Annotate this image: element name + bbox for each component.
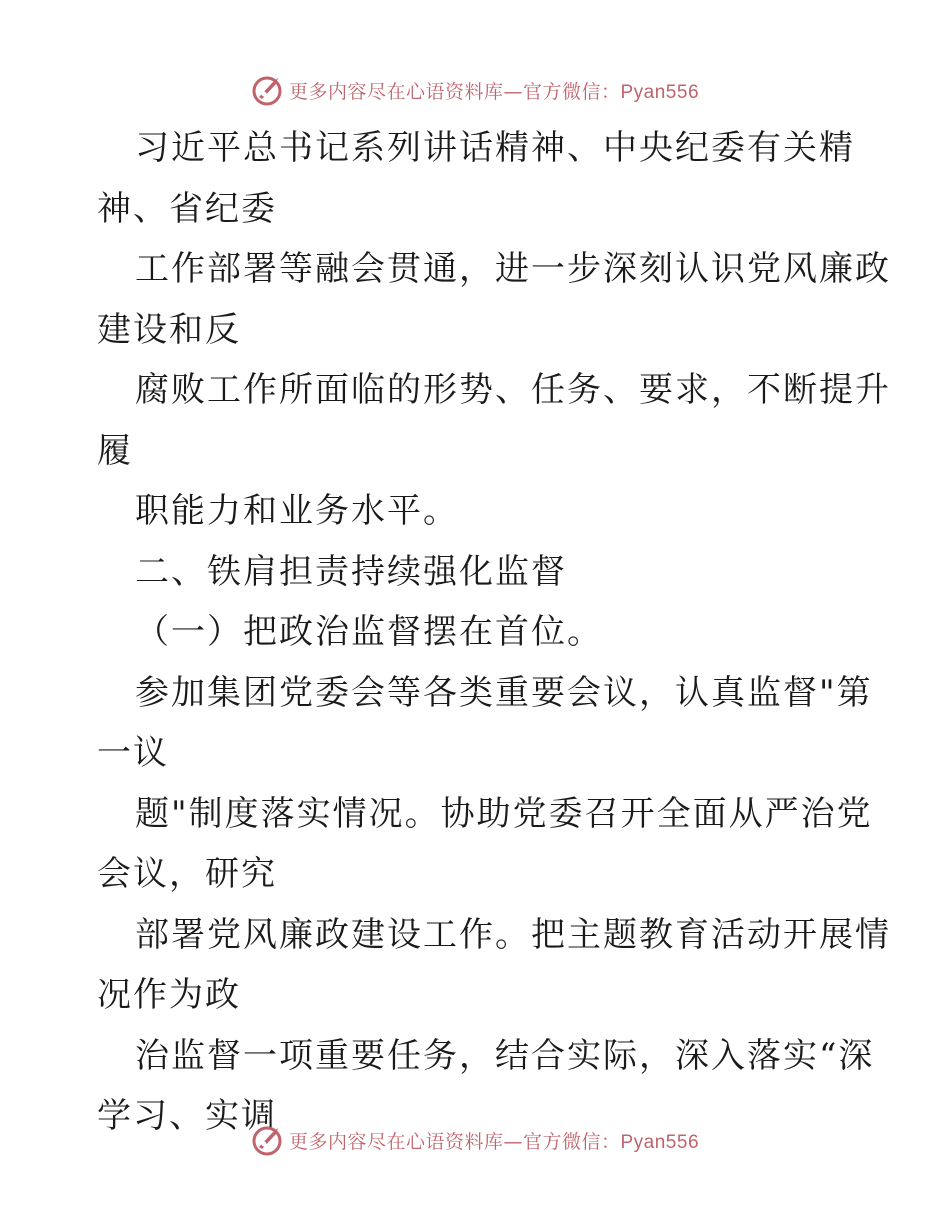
watermark-text <box>289 77 699 104</box>
text-line: 习近平总书记系列讲话精神、中央纪委有关精 <box>135 128 855 168</box>
watermark-label: 更多内容尽在心语资料库—官方微信： <box>288 80 621 103</box>
text-line: 二、铁肩担责持续强化监督 <box>135 551 567 592</box>
text-line: （一）把政治监督摆在首位。 <box>135 612 603 652</box>
watermark-text <box>289 1127 699 1154</box>
text-line: 工作部署等融会贯通，进一步深刻认识党风廉政 <box>135 249 891 289</box>
text-line: 部署党风廉政建设工作。把主题教育活动开展情 <box>135 914 891 955</box>
document-body <box>97 118 891 1147</box>
footer-watermark <box>0 1120 950 1160</box>
text-line: 建设和反 <box>97 309 241 350</box>
pen-logo-icon <box>251 1123 285 1157</box>
text-line: 职能力和业务水平。 <box>135 491 459 531</box>
watermark-label: 更多内容尽在心语资料库—官方微信： <box>288 1130 621 1153</box>
text-line: 一议 <box>97 733 169 773</box>
pen-logo-icon <box>251 73 285 107</box>
header-watermark <box>0 70 950 110</box>
text-line: 治监督一项重要任务，结合实际，深入落实“深 <box>135 1035 875 1076</box>
text-line: 况作为政 <box>97 975 241 1015</box>
text-line: 参加集团党委会等各类重要会议，认真监督"第 <box>135 672 873 713</box>
text-line: 会议，研究 <box>97 854 277 894</box>
watermark-wechat-id: Pyan556 <box>620 81 700 103</box>
text-line: 神、省纪委 <box>97 188 277 229</box>
text-line: 腐败工作所面临的形势、任务、要求，不断提升 <box>135 370 891 410</box>
text-line: 履 <box>97 430 133 471</box>
text-line: 题"制度落实情况。协助党委召开全面从严治党 <box>135 793 873 834</box>
watermark-wechat-id: Pyan556 <box>620 1131 700 1153</box>
text-line: 学习、实调 <box>97 1096 277 1136</box>
